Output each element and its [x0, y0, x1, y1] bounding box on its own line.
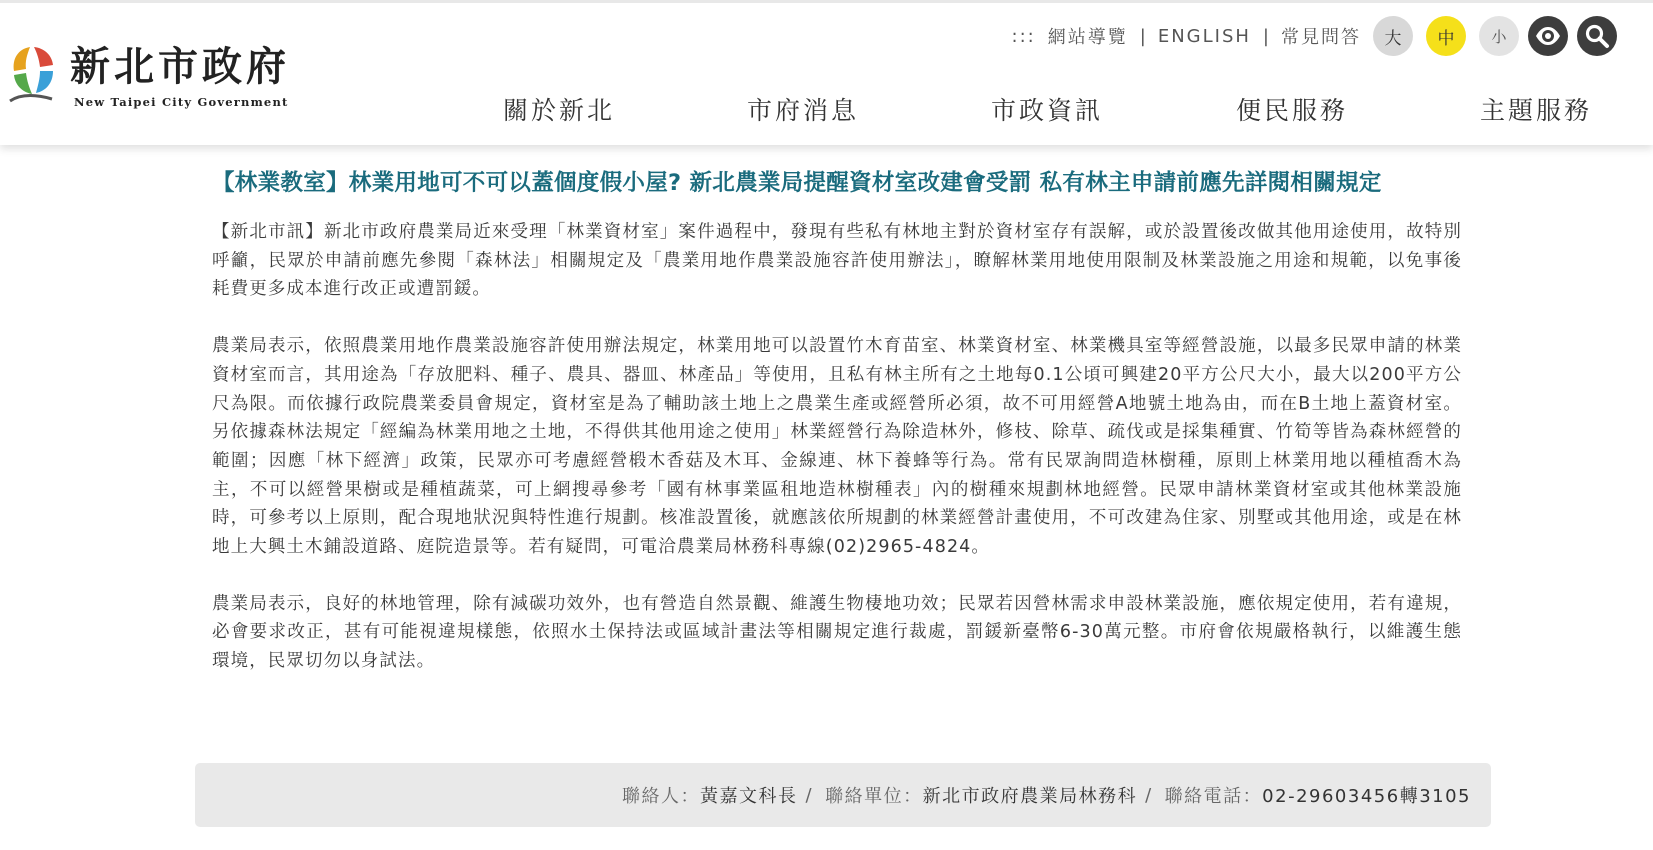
logo-chinese-text: 新北市政府	[70, 43, 290, 90]
news-article	[212, 165, 1462, 704]
font-size-large-button[interactable]: 大	[1373, 16, 1413, 56]
new-taipei-city-logo-icon	[8, 41, 58, 109]
faq-link[interactable]: 常見問答	[1281, 27, 1361, 48]
accesskey-marker[interactable]: :::	[1011, 25, 1036, 47]
logo-english-text: New Taipei City Government	[74, 95, 289, 109]
english-link[interactable]: ENGLISH	[1157, 25, 1251, 47]
site-logo[interactable]	[8, 41, 298, 113]
font-size-small-button[interactable]: 小	[1479, 16, 1519, 56]
search-icon	[1584, 23, 1610, 49]
nav-item-news[interactable]: 市府消息	[747, 96, 860, 125]
contact-unit-label: 聯絡單位：	[825, 786, 923, 807]
article-body	[212, 218, 1462, 676]
nav-item-citizen-services[interactable]: 便民服務	[1236, 96, 1349, 125]
article-paragraph: 農業局表示，良好的林地管理，除有減碳功效外，也有營造自然景觀、維護生物棲地功效；民眾若因營林需求申設林業設施，應依規定使用，若有違規，必會要求改正，甚有可能視違規樣態，依照水土保持法或區域計畫法等相關規定進行裁處，罰鍰新臺幣6-30萬元整。市府會依規嚴格執行，以維護生態環境，民眾切勿以身試法。	[212, 593, 1462, 672]
nav-item-policy-info[interactable]: 市政資訊	[991, 96, 1104, 125]
search-button[interactable]	[1577, 16, 1617, 56]
contact-separator: /	[1145, 784, 1153, 806]
nav-item-about[interactable]: 關於新北	[503, 96, 616, 125]
contact-phone-label: 聯絡電話：	[1164, 786, 1263, 807]
article-paragraph: 農業局表示，依照農業用地作農業設施容許使用辦法規定，林業用地可以設置竹木育苗室、林業資材室、林業機具室等經營設施，以最多民眾申請的林業資材室而言，其用途為「存放肥料、種子、農具、器皿、林產品」等使用，且私有林主所有之土地每0.1公頃可興建20平方公尺大小，最大以200平方公尺為限。而依據行政院農業委員會規定，資材室是為了輔助該土地上之農業生產或經營所必須，故不可用經營A地號土地為由，而在B土地上蓋資材室。另依據森林法規定「經編為林業用地之土地，不得供其他用途之使用」林業經營行為除造林外，修枝、除草、疏伐或是採集種實、竹筍等皆為森林經營的範圍；因應「林下經濟」政策，民眾亦可考慮經營椴木香菇及木耳、金線連、林下養蜂等行為。常有民眾詢問造林樹種，原則上林業用地以種植喬木為主，不可以經營果樹或是種植蔬菜，可上網搜尋參考「國有林事業區租地造林樹種表」內的樹種來規劃林地經營。民眾申請林業資材室或其他林業設施時，可參考以上原則，配合現地狀況與特性進行規劃。核准設置後，就應該依所規劃的林業經營計畫使用，不可改建為住家、別墅或其他用途，或是在林地上大興土木鋪設道路、庭院造景等。若有疑問，可電洽農業局林務科專線(02)2965-4824。	[212, 336, 1462, 558]
nav-item-theme-services[interactable]: 主題服務	[1480, 96, 1593, 125]
contact-info-bar	[195, 763, 1491, 827]
article-title: 【林業教室】林業用地可不可以蓋個度假小屋? 新北農業局提醒資材室改建會受罰 私有林主申請前應先詳閱相關規定	[212, 170, 1382, 196]
contact-person: 黃嘉文科長	[700, 786, 798, 807]
utility-bar	[1012, 15, 1617, 57]
site-header	[0, 0, 1653, 145]
accessibility-button[interactable]	[1528, 16, 1568, 56]
main-navigation	[503, 91, 1653, 135]
eye-icon	[1534, 22, 1562, 50]
utility-separator: |	[1139, 25, 1146, 47]
contact-person-label: 聯絡人：	[622, 786, 701, 807]
contact-unit: 新北市政府農業局林務科	[922, 786, 1138, 807]
font-size-medium-button[interactable]: 中	[1426, 16, 1466, 56]
contact-phone: 02-29603456轉3105	[1262, 786, 1471, 807]
contact-separator: /	[805, 784, 814, 806]
utility-separator: |	[1262, 25, 1269, 47]
article-paragraph: 【新北市訊】新北市政府農業局近來受理「林業資材室」案件過程中，發現有些私有林地主對於資材室存有誤解，或於設置後改做其他用途使用，故特別呼籲，民眾於申請前應先參閱「森林法」相關規定及「農業用地作農業設施容許使用辦法」，瞭解林業用地使用限制及林業設施之用途和規範，以免事後耗費更多成本進行改正或遭罰鍰。	[212, 222, 1462, 300]
sitemap-link[interactable]: 網站導覽	[1047, 27, 1128, 48]
